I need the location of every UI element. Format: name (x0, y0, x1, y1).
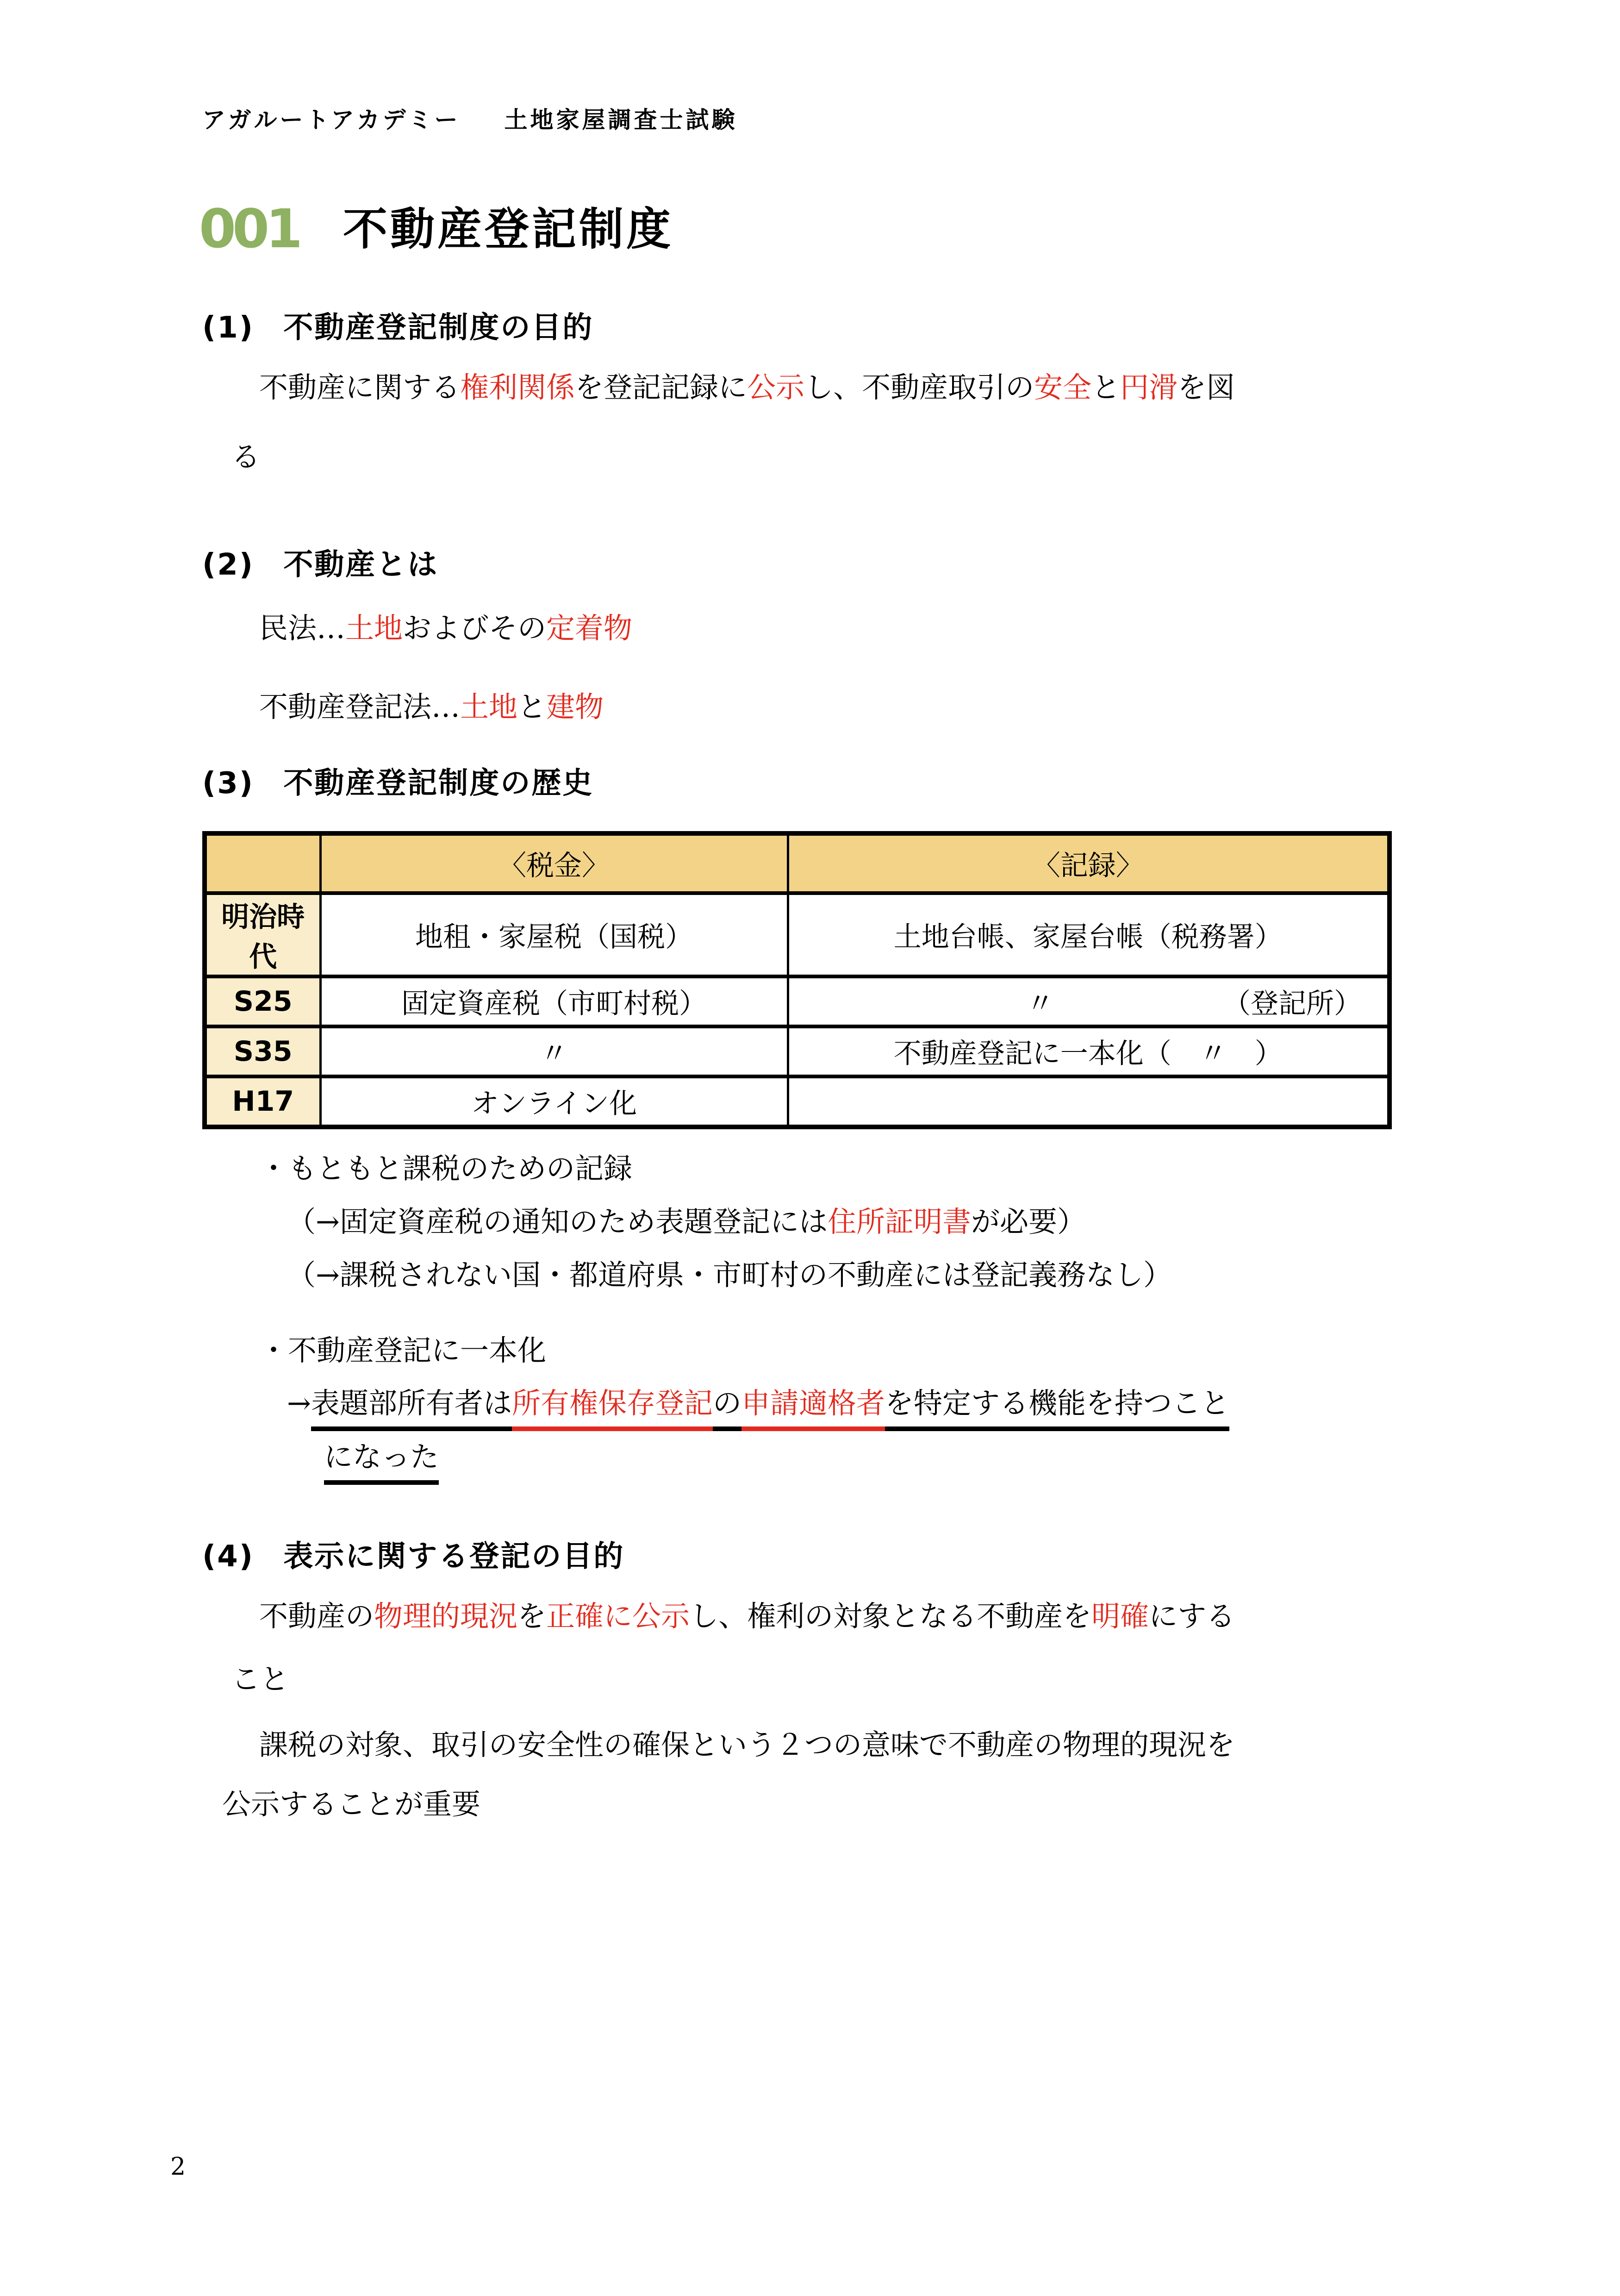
text-run: （→課税されない国・都道府県・市町村の不動産には登記義務なし） (287, 1258, 1172, 1292)
text-run: 土地 (345, 611, 403, 645)
cell-s35-tax: 〃 (320, 1026, 788, 1076)
paragraph (231, 439, 260, 475)
row-label-s25: S25 (205, 976, 320, 1026)
table-header-tax: 〈税金〉 (320, 833, 788, 893)
cell-meiji-record: 土地台帳、家屋台帳（税務署） (788, 893, 1389, 976)
section-title: 不動産登記制度の目的 (283, 311, 594, 345)
paragraph (259, 610, 632, 646)
text-run: ・不動産登記に一本化 (259, 1333, 547, 1367)
paragraph (259, 689, 604, 725)
lesson-title-block (199, 198, 674, 260)
text-run: 不動産の (259, 1599, 374, 1633)
text-run: 正確に公示 (546, 1599, 690, 1633)
lesson-number: 001 (199, 198, 299, 260)
text-run: を登記記録に (575, 370, 748, 404)
text-run: 住所証明書 (827, 1205, 971, 1239)
section-number: (1) (202, 311, 255, 345)
section-title: 不動産とは (283, 548, 439, 582)
text-run: 建物 (546, 690, 604, 724)
text-run: 不動産登記法… (259, 690, 461, 724)
table-header-era-blank (205, 833, 320, 893)
text-run: 円滑 (1120, 370, 1178, 404)
note-bullet (259, 1151, 632, 1187)
text-run: 所有権保存登記 (512, 1386, 713, 1431)
text-run: 物理的現況 (374, 1599, 518, 1633)
text-run: 土地 (460, 690, 518, 724)
text-run: を特定する機能を持つこと (885, 1386, 1229, 1431)
table-row (205, 893, 1389, 976)
exam-name: 土地家屋調査士試験 (504, 106, 738, 133)
table-row (205, 976, 1389, 1026)
section-number: (3) (202, 766, 255, 801)
text-run: 権利関係 (460, 370, 575, 404)
cell-h17-tax: オンライン化 (320, 1076, 788, 1127)
text-run: の (713, 1386, 741, 1431)
text-run: およびその (403, 611, 547, 645)
text-run: こと (231, 1662, 289, 1696)
note-paren (287, 1257, 1172, 1293)
section-3-heading (202, 765, 593, 802)
row-label-h17: H17 (205, 1076, 320, 1127)
text-run: → (287, 1386, 311, 1420)
cell-h17-record (788, 1076, 1389, 1127)
brand-name: アガルートアカデミー (202, 106, 461, 133)
text-run: る (231, 440, 261, 474)
section-number: (4) (202, 1539, 255, 1574)
lesson-title: 不動産登記制度 (343, 203, 674, 255)
text-run: 民法… (259, 611, 346, 645)
table-row (205, 1076, 1389, 1127)
paragraph (259, 1727, 1235, 1763)
note-bullet (259, 1333, 546, 1369)
history-table (202, 831, 1392, 1129)
text-run: を図 (1178, 370, 1235, 404)
document-header (202, 106, 738, 135)
table-header-record: 〈記録〉 (788, 833, 1389, 893)
note-underlined-continuation (324, 1439, 439, 1475)
section-2-heading (202, 546, 438, 583)
row-label-meiji: 明治時代 (205, 893, 320, 976)
text-run: 不動産に関する (259, 370, 461, 404)
text-run: と (1091, 370, 1121, 404)
section-title: 不動産登記制度の歴史 (283, 766, 594, 801)
paragraph (231, 1661, 289, 1697)
section-1-heading (202, 309, 593, 346)
registry-office-note: （登記所） (1223, 988, 1362, 1020)
text-run: にする (1149, 1599, 1235, 1633)
note-arrow-underlined (287, 1385, 1229, 1421)
text-run: 表題部所有者は (311, 1386, 512, 1431)
text-run: 申請適格者 (741, 1386, 885, 1431)
paragraph (259, 369, 1235, 406)
text-run: 課税の対象、取引の安全性の確保という２つの意味で不動産の物理的現況を (259, 1728, 1235, 1762)
cell-s35-record: 不動産登記に一本化（ 〃 ） (788, 1026, 1389, 1076)
cell-s25-record (788, 976, 1389, 1026)
text-run: し、不動産取引の (804, 370, 1034, 404)
text-run: し、権利の対象となる不動産を (690, 1599, 1092, 1633)
page-number: 2 (170, 2153, 186, 2181)
text-run: 明確 (1091, 1599, 1149, 1633)
text-run: （→固定資産税の通知のため表題登記には (287, 1205, 828, 1239)
text-run: 安全 (1034, 370, 1092, 404)
paragraph (222, 1786, 480, 1822)
text-run: になった (324, 1440, 439, 1485)
section-number: (2) (202, 548, 255, 582)
cell-s25-tax: 固定資産税（市町村税） (320, 976, 788, 1026)
text-run: ・もともと課税のための記録 (259, 1151, 633, 1185)
cell-meiji-tax: 地租・家屋税（国税） (320, 893, 788, 976)
text-run: を (517, 1599, 547, 1633)
paragraph (259, 1598, 1235, 1634)
text-run: が必要） (971, 1205, 1086, 1239)
text-run: と (517, 690, 547, 724)
row-label-s35: S35 (205, 1026, 320, 1076)
text-run: 公示することが重要 (222, 1787, 481, 1821)
section-title: 表示に関する登記の目的 (283, 1539, 625, 1574)
text-run: 公示 (747, 370, 805, 404)
table-header-row (205, 833, 1389, 893)
note-paren (287, 1204, 1086, 1240)
section-4-heading (202, 1538, 624, 1575)
ditto-mark: 〃 (1026, 988, 1054, 1020)
text-run: 定着物 (546, 611, 633, 645)
table-row (205, 1026, 1389, 1076)
